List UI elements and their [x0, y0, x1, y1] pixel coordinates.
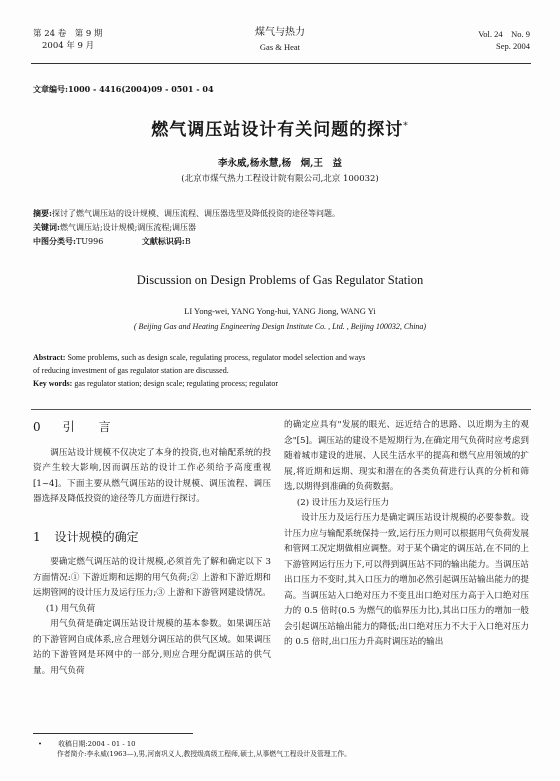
keywords-en-label: Key words:	[33, 379, 73, 388]
footnote-bio: 作者简介:李永威(1963—),男,河南巩义人,教授级高级工程师,硕士,从事燃气工程设计及管理工作。	[57, 750, 351, 758]
title-footnote-mark: *	[403, 121, 409, 132]
clc-label: 中图分类号:	[33, 236, 76, 246]
authors-en: LI Yong-wei, YANG Yong-hui, YANG Jiong, WANG Yi	[184, 306, 376, 316]
affiliation-cn: (北京市煤气热力工程设计院有限公司,北京 100032)	[181, 174, 379, 184]
footnote-received-text: 收稿日期:2004 - 01 - 10	[58, 740, 136, 748]
load-continued-paragraph: 的确定应具有"发展的眼光、远近结合的思路、以近期为主的观念"[5]。调压站的建设不是短期行为,在确定用气负荷时应考虑到随着城市建设的进展、人民生活水平的提高和燃气应用领域的扩展,将近期和远期、现实和潜在的各类负荷进行认真的分析和筛选,以期得到准确的负荷数据。	[284, 420, 529, 492]
keywords-en-text: gas regulator station; design scale; regulating process; regulator	[72, 379, 279, 388]
keywords-cn	[33, 221, 196, 234]
abstract-en-label: Abstract:	[33, 353, 66, 362]
abstract-en-line2: of reducing investment of gas regulator station are discussed.	[33, 366, 229, 375]
abstract-en-line1	[33, 351, 528, 364]
doc-code-value: B	[184, 237, 191, 246]
subsection-load-heading: (1) 用气负荷	[45, 603, 96, 614]
section-0-heading	[33, 420, 271, 436]
right-column	[284, 418, 529, 651]
left-column	[33, 418, 271, 679]
clc-value: TU996	[75, 237, 104, 246]
section-0-title: 引 言	[62, 420, 111, 434]
subsection-pressure-heading: (2) 设计压力及运行压力	[296, 497, 390, 508]
authors-cn: 李永威,杨永慧,杨 炯,王 益	[218, 158, 342, 169]
pressure-paragraph: 设计压力及运行压力是确定调压站设计规模的必要参数。设计压力应与输配系统保持一致,运行压力则可以根据用气负荷发展和管网工况定期做相应调整。对于某个确定的调压站,在不同的上下游管网运行压力下,可以得到调压站不同的输出能力。当调压站出口压力不变时,其入口压力的增加必然引起调压站输出能力的提高。当调压站入口绝对压力不变且出口绝对压力高于入口绝对压力的 0.5 倍时(0.5 为燃气的临界压力比),其出口压力的增加一般会引起调压站输出能力的降低;出口绝对压力不大于入口绝对压力的 0.5 倍时,出口压力升高时调压站的输出	[284, 513, 529, 647]
doc-code-label: 文献标识码:	[141, 236, 185, 246]
volume-issue-cn: 第 24 卷 第 9 期	[33, 29, 103, 39]
abstract-en-text1: Some problems, such as design scale, regulating process, regulator model selection and ways	[65, 353, 366, 362]
abstract-label: 摘要:	[33, 208, 52, 218]
footnote-bullet: •	[38, 740, 43, 748]
intro-paragraph: 调压站设计规模不仅决定了本身的投资,也对输配系统的投资产生较大影响,因而调压站的设计工作必须给予高度重视[1~4]。下面主要从燃气调压站的设计规模、调压流程、调压器选择及降低投资的途径等几方面进行探讨。	[33, 447, 271, 504]
classification-line	[33, 235, 191, 248]
keywords-text: 燃气调压站;设计规模;调压流程;调压器	[59, 223, 197, 232]
article-title-cn	[80, 115, 480, 140]
journal-name-cn: 煤气与热力	[255, 27, 305, 38]
abstract-cn	[33, 207, 340, 220]
section-divider	[31, 409, 531, 410]
section-1-number: 1	[33, 529, 41, 544]
abstract-en	[33, 351, 528, 390]
header-rule	[31, 63, 531, 64]
keywords-label: 关键词:	[33, 222, 60, 232]
title-text: 燃气调压站设计有关问题的探讨	[151, 120, 404, 140]
scale-paragraph: 要确定燃气调压站的设计规模,必须首先了解和确定以下 3 方面情况:① 下游近期和远期的用气负荷;② 上游和下游近期和远期管网的设计压力及运行压力;③ 上游和下游管网建设情况。	[33, 557, 271, 598]
volume-issue-en: Vol. 24 No. 9	[478, 29, 530, 39]
section-1-heading	[33, 530, 271, 546]
running-header-center	[200, 27, 360, 53]
abstract-text: 探讨了燃气调压站的设计规模、调压流程、调压器选型及降低投资的途径等问题。	[51, 209, 340, 218]
footnote-received	[38, 739, 136, 749]
journal-name-en: Gas & Heat	[259, 42, 301, 52]
article-number: 文章编号:1000 - 4416(2004)09 - 0501 - 04	[33, 84, 214, 94]
date-en: Sep. 2004	[496, 41, 530, 51]
footnote-rule	[33, 733, 193, 734]
section-0-number: 0	[33, 420, 41, 434]
load-paragraph: 用气负荷是确定调压站设计规模的基本参数。如果调压站的下游管网自成体系,应合理划分调压站的供气区域。如果调压站的下游管网是环网中的一部分,则应合理分配调压站的供气量。用气负荷	[33, 619, 271, 676]
section-1-title: 设计规模的确定	[54, 529, 139, 544]
running-header-right	[420, 28, 530, 52]
running-header-left	[33, 28, 103, 52]
affiliation-en: ( Beijing Gas and Heating Engineering Design Institute Co. , Ltd. , Beijing 100032, China)	[133, 322, 427, 331]
article-title-en: Discussion on Design Problems of Gas Regulator Station	[136, 273, 424, 287]
date-cn: 2004 年 9 月	[42, 41, 95, 51]
keywords-en	[33, 377, 528, 390]
